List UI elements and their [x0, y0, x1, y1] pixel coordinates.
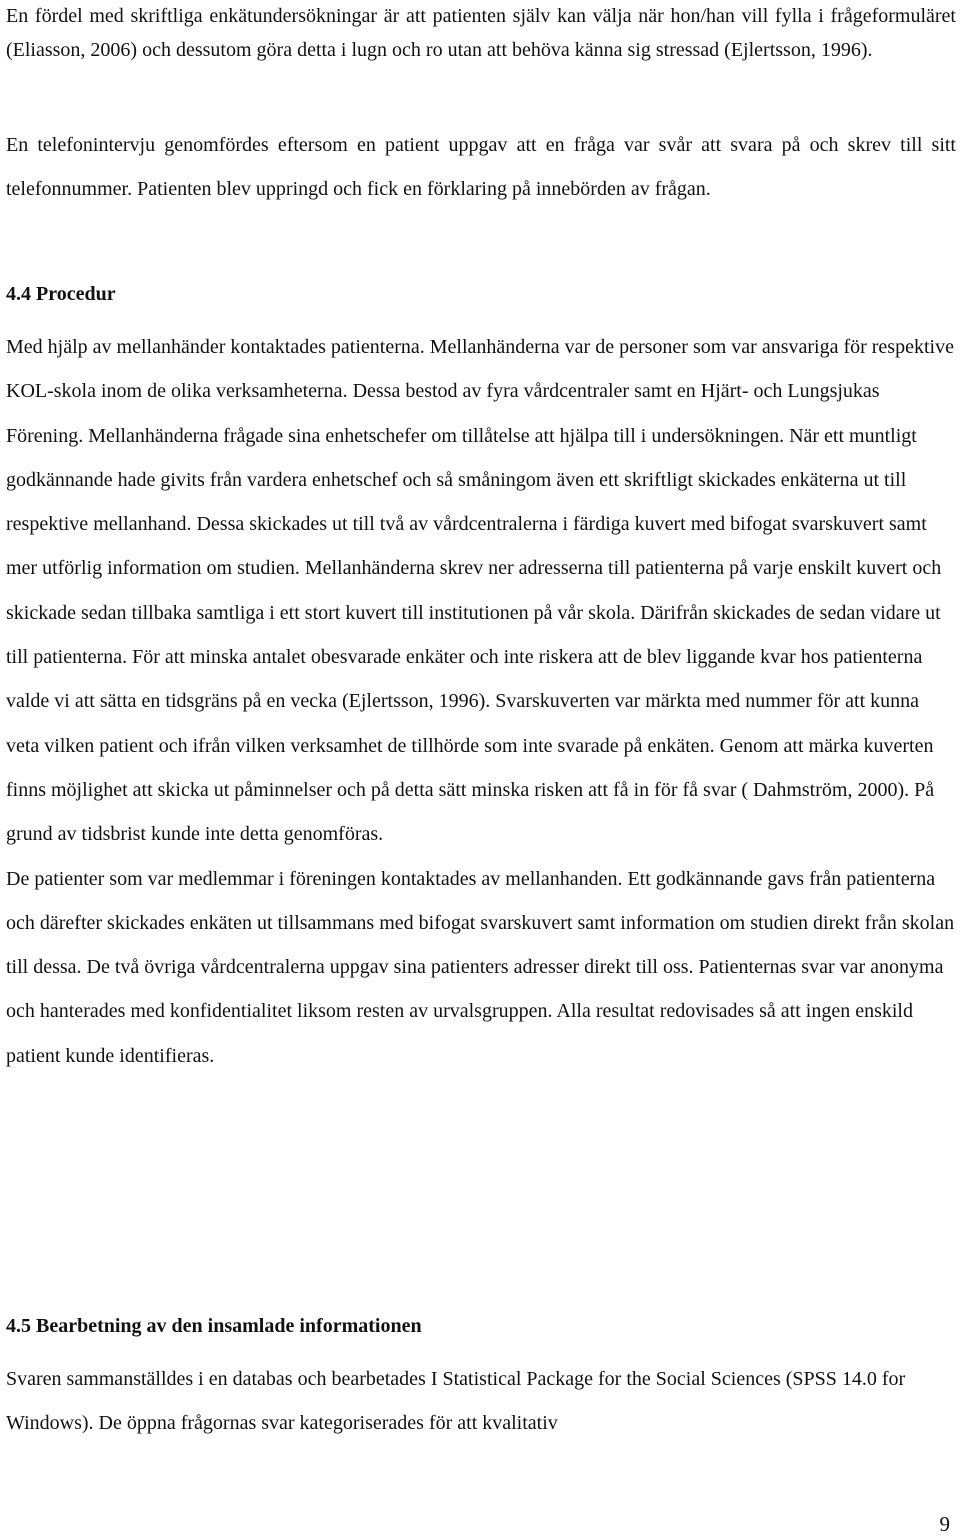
paragraph-procedure-2: De patienter som var medlemmar i föreningen kontaktades av mellanhanden. Ett godkännande gavs från patienterna och därefter skickades enkäten ut tillsammans med bifogat svarskuvert samt information om studien direkt från skolan till dessa. De två övriga vårdcentralerna uppgav sina patienters adresser direkt till oss. Patienternas svar var anonyma och hanterades med konfidentialitet liksom resten av urvalsgruppen. Alla resultat redovisades så att ingen enskild patient kunde identifieras.: [6, 867, 955, 1067]
paragraph-processing: Svaren sammanställdes i en databas och bearbetades I Statistical Package for the Social Sciences (SPSS 14.0 for Windows). De öppna frågornas svar kategoriserades för att kvalitativ: [6, 1368, 906, 1434]
paragraph-intro-2: En telefonintervju genomfördes eftersom en patient uppgav att en fråga var svår att svara på och skrev till sitt telefonnummer. Patienten blev uppringd och fick en förklaring på innebörden av frågan.: [6, 134, 956, 200]
page-number: 9: [939, 1512, 950, 1536]
section-heading-processing: 4.5 Bearbetning av den insamlade informationen: [6, 1315, 422, 1337]
procedure-block: [6, 326, 956, 1079]
paragraph-intro-1: En fördel med skriftliga enkätundersökningar är att patienten själv kan välja när hon/han vill fylla i frågeformuläret (Eliasson, 2006) och dessutom göra detta i lugn och ro utan att behöva känna sig stressad (Ejlertsson, 1996).: [6, 5, 956, 61]
paragraph-procedure: Med hjälp av mellanhänder kontaktades patienterna. Mellanhänderna var de personer som var ansvariga för respektive KOL-skola inom de olika verksamheterna. Dessa bestod av fyra vårdcentraler samt en Hjärt- och Lungsjukas Förening. Mellanhänderna frågade sina enhetschefer om tillåtelse att hjälpa till i undersökningen. När ett muntligt godkännande hade givits från vardera enhetschef och så småningom även ett skriftligt skickades enkäterna ut till respektive mellanhand. Dessa skickades ut till två av vårdcentralerna i färdiga kuvert med bifogat svarskuvert samt mer utförlig information om studien. Mellanhänderna skrev ner adresserna till patienterna på varje enskilt kuvert och skickade sedan tillbaka samtliga i ett stort kuvert till institutionen på vår skola. Därifrån skickades de sedan vidare ut till patienterna. För att minska antalet obesvarade enkäter och inte riskera att de blev liggande kvar hos patienterna valde vi att sätta en tidsgräns på en vecka (Ejlertsson, 1996). Svarskuverten var märkta med nummer för att kunna veta vilken patient och ifrån vilken verksamhet de tillhörde som inte svarade på enkäten. Genom att märka kuverten finns möjlighet att skicka ut påminnelser och på detta sätt minska risken att få in för få svar ( Dahmström, 2000). På grund av tidsbrist kunde inte detta genomföras.: [6, 336, 954, 846]
section-heading-procedure: 4.4 Procedur: [6, 283, 116, 305]
